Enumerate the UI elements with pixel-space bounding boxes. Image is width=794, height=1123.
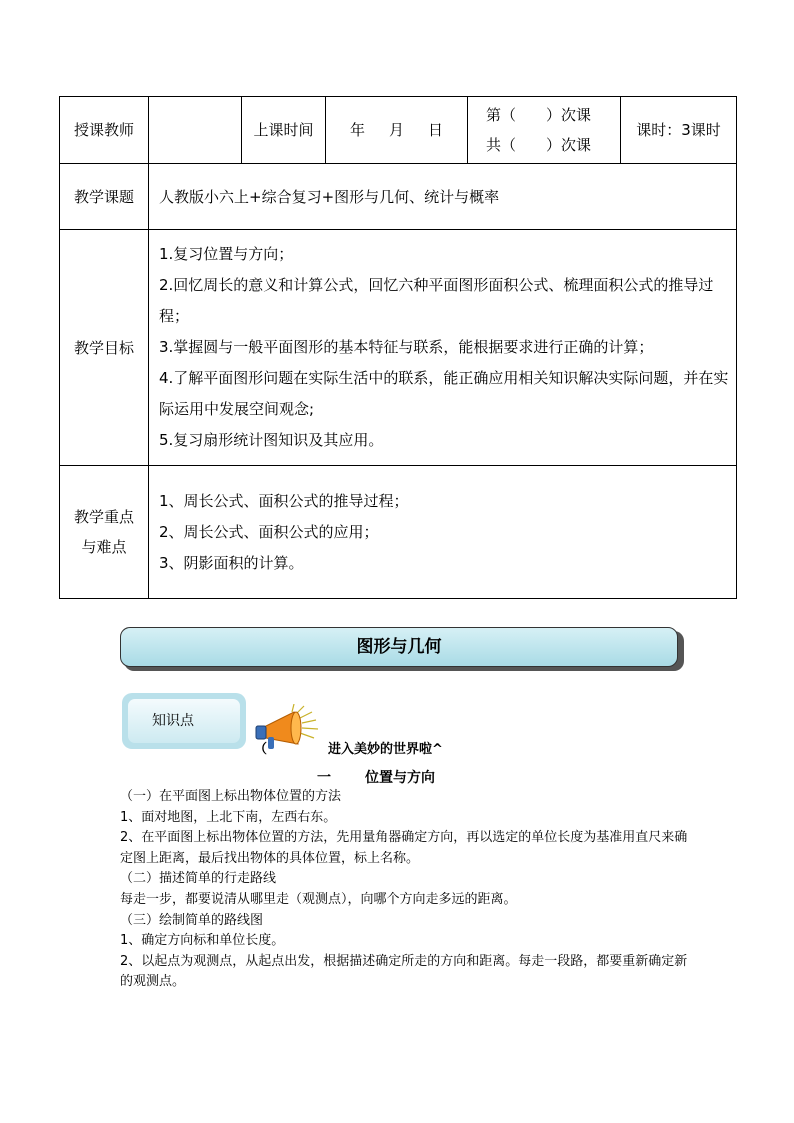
section-title: 位置与方向 <box>365 770 435 786</box>
topic-label: 教学课题 <box>60 164 149 230</box>
section-number: 一 <box>317 770 331 786</box>
lesson-count-cell <box>468 97 621 164</box>
hours-cell: 课时：3课时 <box>621 97 737 164</box>
goals-label: 教学目标 <box>60 230 149 466</box>
date-day: 日 <box>428 121 444 139</box>
topic-value: 人教版小六上+综合复习+图形与几何、统计与概率 <box>149 164 737 230</box>
goal-item: 5.复习扇形统计图知识及其应用。 <box>159 431 384 449</box>
body-paragraph: 1、面对地图，上北下南，左西右东。 <box>120 809 337 825</box>
key-point-item: 2、周长公式、面积公式的应用； <box>159 522 379 541</box>
body-text <box>120 787 690 993</box>
date-cell <box>326 97 468 164</box>
lesson-info-table <box>59 96 737 599</box>
body-paragraph: （一）在平面图上标出物体位置的方法 <box>120 789 342 804</box>
goals-cell <box>149 230 737 466</box>
teacher-value <box>149 97 242 164</box>
section-heading <box>317 767 435 787</box>
key-label-line-1: 教学重点 <box>73 508 134 526</box>
date-month: 月 <box>388 121 404 139</box>
key-points-label <box>60 466 149 599</box>
lesson-total: 共（ ）次课 <box>486 136 592 154</box>
intro-text: 进入美妙的世界啦^ <box>328 742 443 757</box>
body-paragraph: （二）描述简单的行走路线 <box>120 871 277 887</box>
body-paragraph: 每走一步，都要说清从哪里走（观测点），向哪个方向走多远的距离。 <box>120 891 517 907</box>
key-label-line-2: 与难点 <box>81 538 127 556</box>
goal-item: 3.掌握圆与一般平面图形的基本特征与联系，能根据要求进行正确的计算； <box>159 338 654 356</box>
knowledge-box <box>122 693 246 749</box>
body-paragraph: （三）绘制简单的路线图 <box>120 912 264 928</box>
key-point-item: 3、阴影面积的计算。 <box>159 553 304 572</box>
time-label: 上课时间 <box>242 97 326 164</box>
body-paragraph: 2、以起点为观测点，从起点出发，根据描述确定所走的方向和距离。每走一段路，都要重新确定新的观测点。 <box>120 953 688 990</box>
body-paragraph: 2、在平面图上标出物体位置的方法，先用量角器确定方向，再以选定的单位长度为基准用直尺来确定图上距离，最后找出物体的具体位置，标上名称。 <box>120 830 688 866</box>
section-banner: 图形与几何 <box>120 627 678 667</box>
intro-paren: （ <box>254 742 268 757</box>
key-points-cell <box>149 466 737 599</box>
table-row <box>60 466 737 599</box>
body-paragraph: 1、确定方向标和单位长度。 <box>120 933 285 949</box>
table-row <box>60 164 737 230</box>
lesson-nth: 第（ ）次课 <box>486 106 592 124</box>
goal-item: 1.复习位置与方向； <box>159 245 294 263</box>
knowledge-box-label: 知识点 <box>128 699 240 743</box>
table-row <box>60 97 737 164</box>
table-row <box>60 230 737 466</box>
teacher-label: 授课教师 <box>60 97 149 164</box>
key-point-item: 1、周长公式、面积公式的推导过程； <box>159 491 409 510</box>
date-year: 年 <box>349 121 365 139</box>
goal-item: 4.了解平面图形问题在实际生活中的联系，能正确应用相关知识解决实际问题，并在实际运用中发展空间观念; <box>159 369 729 418</box>
goal-item: 2.回忆周长的意义和计算公式，回忆六种平面图形面积公式、梳理面积公式的推导过程； <box>159 276 714 325</box>
